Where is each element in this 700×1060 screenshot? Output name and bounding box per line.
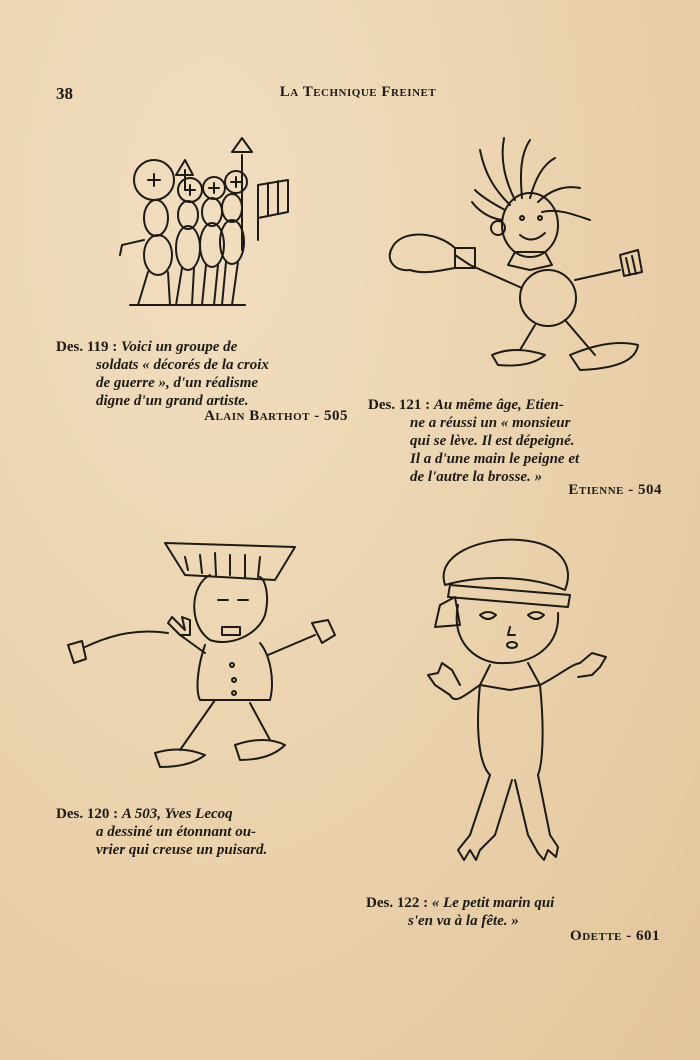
caption-line: Au même âge, Etien- <box>433 397 564 413</box>
caption-line: digne d'un grand artiste. <box>96 393 249 409</box>
caption-label: Des. 122 : <box>366 895 429 911</box>
caption-label: Des. 120 : <box>56 806 119 822</box>
drawing-121-monsieur <box>380 130 655 380</box>
author-alain-barthot: Alain Barthot - 505 <box>204 408 348 424</box>
drawing-120-ouvrier <box>60 535 345 780</box>
caption-des-119 <box>56 338 356 410</box>
caption-label: Des. 119 : <box>56 339 118 355</box>
drawing-122-petit-marin <box>420 535 620 875</box>
page-number: 38 <box>56 84 73 103</box>
caption-line: Il a d'une main le peigne et <box>410 451 580 467</box>
running-title: La Technique Freinet <box>279 84 437 100</box>
caption-line: de l'autre la brosse. » <box>410 469 543 485</box>
caption-line: Voici un groupe de <box>121 339 238 355</box>
caption-line: ne a réussi un « monsieur <box>410 415 571 431</box>
caption-line: vrier qui creuse un puisard. <box>96 842 268 858</box>
caption-line: soldats « décorés de la croix <box>96 357 269 373</box>
caption-line: qui se lève. Il est dépeigné. <box>410 433 575 449</box>
caption-line: « Le petit marin qui <box>431 895 555 911</box>
caption-label: Des. 121 : <box>368 397 431 413</box>
caption-line: A 503, Yves Lecoq <box>121 806 233 822</box>
caption-line: de guerre », d'un réalisme <box>96 375 259 391</box>
caption-des-120 <box>56 805 356 859</box>
author-etienne: Etienne - 504 <box>568 482 662 498</box>
author-odette: Odette - 601 <box>570 928 660 944</box>
caption-des-121 <box>368 396 668 486</box>
caption-des-122 <box>366 894 666 930</box>
drawing-119-soldiers <box>110 130 300 315</box>
caption-line: a dessiné un étonnant ou- <box>96 824 257 840</box>
caption-line: s'en va à la fête. » <box>408 913 519 929</box>
